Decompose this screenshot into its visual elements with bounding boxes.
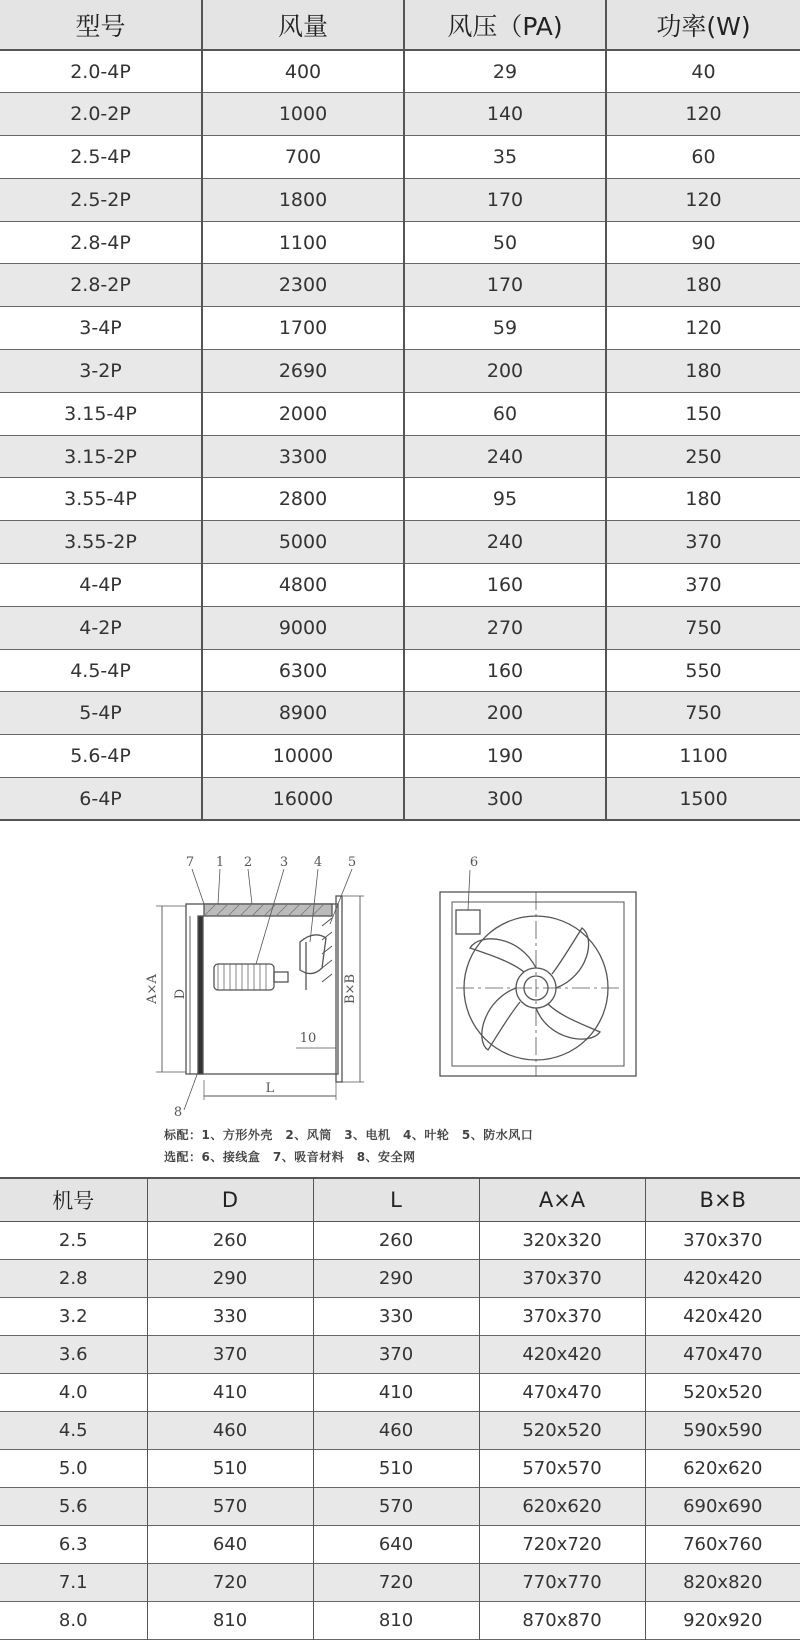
table-row bbox=[0, 50, 800, 93]
dimension-body bbox=[0, 1221, 800, 1639]
table-row bbox=[0, 521, 800, 564]
header-axa: A×A bbox=[479, 1178, 645, 1221]
table-cell: 2.8-2P bbox=[0, 264, 202, 307]
table-cell: 95 bbox=[404, 478, 606, 521]
table-cell: 4.5 bbox=[0, 1411, 147, 1449]
table-cell: 750 bbox=[685, 702, 722, 725]
fan-blade bbox=[552, 928, 589, 988]
table-cell: 160 bbox=[404, 649, 606, 692]
table-cell: 410 bbox=[147, 1373, 313, 1411]
junction-box bbox=[456, 910, 480, 934]
callout-4: 4 bbox=[313, 855, 323, 870]
table-cell: 3.55-4P bbox=[0, 478, 202, 521]
table-cell: 1500 bbox=[679, 787, 728, 810]
table-cell: 370 bbox=[147, 1335, 313, 1373]
motor bbox=[214, 964, 274, 990]
table-cell: 330 bbox=[313, 1297, 479, 1335]
callout-3: 3 bbox=[279, 855, 289, 870]
table-cell: 35 bbox=[404, 136, 606, 179]
table-cell: 1100 bbox=[202, 221, 404, 264]
table-cell: 270 bbox=[404, 606, 606, 649]
dim-axa-label: A×A bbox=[145, 974, 160, 1004]
table-cell: 320x320 bbox=[479, 1221, 645, 1259]
table-cell: 420x420 bbox=[479, 1335, 645, 1373]
table-cell: 2.8 bbox=[0, 1259, 147, 1297]
table-cell: 1700 bbox=[202, 307, 404, 350]
table-cell: 370 bbox=[685, 573, 722, 596]
callout-6: 6 bbox=[469, 855, 479, 870]
table-cell: 470x470 bbox=[479, 1373, 645, 1411]
table-cell: 5.6 bbox=[0, 1487, 147, 1525]
table-cell: 150 bbox=[685, 402, 722, 425]
table-cell: 400 bbox=[202, 50, 404, 93]
table-cell: 3.15-4P bbox=[0, 392, 202, 435]
fan-spec-header bbox=[0, 0, 800, 50]
dim-d-label: D bbox=[173, 988, 188, 1000]
table-cell: 770x770 bbox=[479, 1563, 645, 1601]
front-view-outline bbox=[440, 892, 636, 1076]
callout-7: 7 bbox=[185, 855, 195, 870]
table-cell: 5-4P bbox=[0, 692, 202, 735]
table-cell: 2.8-4P bbox=[0, 221, 202, 264]
table-cell: 9000 bbox=[202, 606, 404, 649]
table-row bbox=[0, 1259, 800, 1297]
table-cell: 170 bbox=[404, 264, 606, 307]
table-row bbox=[0, 692, 800, 735]
table-cell: 870x870 bbox=[479, 1601, 645, 1639]
table-cell: 60 bbox=[691, 145, 716, 168]
table-cell: 3-4P bbox=[0, 307, 202, 350]
table-cell: 810 bbox=[147, 1601, 313, 1639]
table-cell: 3.6 bbox=[0, 1335, 147, 1373]
table-cell: 140 bbox=[404, 93, 606, 136]
table-row bbox=[0, 1563, 800, 1601]
table-cell: 180 bbox=[685, 488, 722, 511]
table-row bbox=[0, 307, 800, 350]
table-cell: 2000 bbox=[202, 392, 404, 435]
dim-10-label: 10 bbox=[299, 1031, 317, 1046]
table-cell: 290 bbox=[313, 1259, 479, 1297]
header-pressure: 风压（PA) bbox=[404, 0, 606, 50]
table-cell: 2800 bbox=[202, 478, 404, 521]
table-cell: 120 bbox=[685, 188, 722, 211]
outlet-flange bbox=[336, 896, 342, 1082]
dimension-header bbox=[0, 1178, 800, 1221]
table-cell: 59 bbox=[404, 307, 606, 350]
table-cell: 640 bbox=[147, 1525, 313, 1563]
table-row bbox=[0, 778, 800, 821]
table-cell: 29 bbox=[404, 50, 606, 93]
table-cell: 3.15-2P bbox=[0, 435, 202, 478]
table-cell: 750 bbox=[685, 616, 722, 639]
dim-l-label: L bbox=[265, 1081, 275, 1096]
table-cell: 60 bbox=[404, 392, 606, 435]
table-cell: 260 bbox=[147, 1221, 313, 1259]
table-cell: 410 bbox=[313, 1373, 479, 1411]
callout-8: 8 bbox=[173, 1105, 183, 1120]
table-cell: 3300 bbox=[202, 435, 404, 478]
table-cell: 120 bbox=[685, 103, 722, 126]
table-cell: 640 bbox=[313, 1525, 479, 1563]
table-cell: 810 bbox=[313, 1601, 479, 1639]
table-cell: 370 bbox=[313, 1335, 479, 1373]
table-cell: 170 bbox=[404, 178, 606, 221]
table-cell: 570 bbox=[147, 1487, 313, 1525]
motor-shaft bbox=[274, 972, 288, 982]
table-cell: 6.3 bbox=[0, 1525, 147, 1563]
table-cell: 820x820 bbox=[683, 1571, 763, 1593]
table-cell: 50 bbox=[404, 221, 606, 264]
table-cell: 160 bbox=[404, 564, 606, 607]
table-cell: 4.0 bbox=[0, 1373, 147, 1411]
table-row bbox=[0, 350, 800, 393]
table-cell: 90 bbox=[691, 231, 716, 254]
table-cell: 290 bbox=[147, 1259, 313, 1297]
table-row bbox=[0, 1449, 800, 1487]
table-cell: 10000 bbox=[202, 735, 404, 778]
table-cell: 720 bbox=[313, 1563, 479, 1601]
table-cell: 2.5-4P bbox=[0, 136, 202, 179]
header-power: 功率(W) bbox=[606, 0, 800, 50]
table-cell: 3-2P bbox=[0, 350, 202, 393]
table-cell: 2.0-2P bbox=[0, 93, 202, 136]
table-cell: 190 bbox=[404, 735, 606, 778]
table-cell: 330 bbox=[147, 1297, 313, 1335]
table-row bbox=[0, 649, 800, 692]
table-cell: 200 bbox=[404, 350, 606, 393]
table-cell: 690x690 bbox=[683, 1495, 763, 1517]
table-cell: 8.0 bbox=[0, 1601, 147, 1639]
table-cell: 8900 bbox=[202, 692, 404, 735]
optional-parts-note: 选配：6、接线盒 7、吸音材料 8、安全网 bbox=[164, 1150, 416, 1164]
table-cell: 40 bbox=[691, 60, 716, 83]
table-cell: 370 bbox=[685, 531, 722, 554]
table-cell: 520x520 bbox=[479, 1411, 645, 1449]
table-row bbox=[0, 392, 800, 435]
table-row bbox=[0, 1335, 800, 1373]
table-cell: 5.0 bbox=[0, 1449, 147, 1487]
header-airflow: 风量 bbox=[202, 0, 404, 50]
table-cell: 620x620 bbox=[479, 1487, 645, 1525]
table-cell: 2.5-2P bbox=[0, 178, 202, 221]
table-cell: 300 bbox=[404, 778, 606, 821]
table-cell: 260 bbox=[313, 1221, 479, 1259]
table-cell: 2.0-4P bbox=[0, 50, 202, 93]
table-cell: 370x370 bbox=[479, 1259, 645, 1297]
table-cell: 510 bbox=[313, 1449, 479, 1487]
table-cell: 550 bbox=[685, 659, 722, 682]
table-cell: 520x520 bbox=[683, 1381, 763, 1403]
table-cell: 1800 bbox=[202, 178, 404, 221]
table-cell: 5.6-4P bbox=[0, 735, 202, 778]
table-cell: 590x590 bbox=[683, 1419, 763, 1441]
table-row bbox=[0, 93, 800, 136]
table-cell: 920x920 bbox=[683, 1609, 763, 1631]
table-cell: 7.1 bbox=[0, 1563, 147, 1601]
table-row bbox=[0, 1373, 800, 1411]
table-cell: 420x420 bbox=[683, 1267, 763, 1289]
fan-blade bbox=[536, 1004, 600, 1039]
table-cell: 180 bbox=[685, 359, 722, 382]
table-cell: 2300 bbox=[202, 264, 404, 307]
header-d: D bbox=[147, 1178, 313, 1221]
table-cell: 240 bbox=[404, 521, 606, 564]
dim-bxb-label: B×B bbox=[343, 974, 358, 1004]
table-cell: 120 bbox=[685, 317, 722, 340]
table-cell: 3.55-2P bbox=[0, 521, 202, 564]
table-cell: 760x760 bbox=[683, 1533, 763, 1555]
table-cell: 1000 bbox=[202, 93, 404, 136]
table-cell: 420x420 bbox=[683, 1305, 763, 1327]
table-cell: 370x370 bbox=[683, 1229, 763, 1251]
table-cell: 720x720 bbox=[479, 1525, 645, 1563]
table-cell: 2.5 bbox=[0, 1221, 147, 1259]
safety-net bbox=[198, 916, 203, 1074]
header-bxb: B×B bbox=[645, 1178, 800, 1221]
table-cell: 4-4P bbox=[0, 564, 202, 607]
table-row bbox=[0, 1221, 800, 1259]
dimension-table bbox=[0, 1177, 800, 1640]
dimension-header-row bbox=[0, 1178, 800, 1221]
table-cell: 200 bbox=[404, 692, 606, 735]
table-cell: 180 bbox=[685, 274, 722, 297]
fan-spec-header-row bbox=[0, 0, 800, 50]
table-cell: 240 bbox=[404, 435, 606, 478]
callout-2: 2 bbox=[243, 855, 253, 870]
table-cell: 570x570 bbox=[479, 1449, 645, 1487]
table-cell: 460 bbox=[147, 1411, 313, 1449]
table-row bbox=[0, 136, 800, 179]
table-row bbox=[0, 1297, 800, 1335]
table-row bbox=[0, 478, 800, 521]
table-cell: 700 bbox=[202, 136, 404, 179]
standard-parts-note: 标配：1、方形外壳 2、风筒 3、电机 4、叶轮 5、防水风口 bbox=[164, 1128, 534, 1142]
header-l: L bbox=[313, 1178, 479, 1221]
table-cell: 16000 bbox=[202, 778, 404, 821]
table-row bbox=[0, 1601, 800, 1639]
table-cell: 2690 bbox=[202, 350, 404, 393]
fan-technical-drawing bbox=[0, 836, 800, 1176]
table-cell: 570 bbox=[313, 1487, 479, 1525]
table-cell: 720 bbox=[147, 1563, 313, 1601]
table-row bbox=[0, 606, 800, 649]
table-row bbox=[0, 735, 800, 778]
table-cell: 460 bbox=[313, 1411, 479, 1449]
table-row bbox=[0, 221, 800, 264]
table-cell: 620x620 bbox=[683, 1457, 763, 1479]
table-row bbox=[0, 435, 800, 478]
table-cell: 510 bbox=[147, 1449, 313, 1487]
table-cell: 6-4P bbox=[0, 778, 202, 821]
table-cell: 3.2 bbox=[0, 1297, 147, 1335]
header-model: 型号 bbox=[0, 0, 202, 50]
table-cell: 250 bbox=[685, 445, 722, 468]
table-cell: 4.5-4P bbox=[0, 649, 202, 692]
table-row bbox=[0, 1411, 800, 1449]
table-row bbox=[0, 178, 800, 221]
table-cell: 1100 bbox=[679, 745, 728, 768]
housing-outline bbox=[186, 904, 338, 1074]
table-cell: 5000 bbox=[202, 521, 404, 564]
callout-1: 1 bbox=[215, 855, 225, 870]
header-machine-no: 机号 bbox=[0, 1178, 147, 1221]
table-cell: 4800 bbox=[202, 564, 404, 607]
table-cell: 4-2P bbox=[0, 606, 202, 649]
table-row bbox=[0, 264, 800, 307]
table-row bbox=[0, 564, 800, 607]
table-cell: 6300 bbox=[202, 649, 404, 692]
fan-spec-body bbox=[0, 50, 800, 820]
table-row bbox=[0, 1487, 800, 1525]
table-cell: 370x370 bbox=[479, 1297, 645, 1335]
callout-5: 5 bbox=[347, 855, 357, 870]
table-row bbox=[0, 1525, 800, 1563]
table-cell: 470x470 bbox=[683, 1343, 763, 1365]
